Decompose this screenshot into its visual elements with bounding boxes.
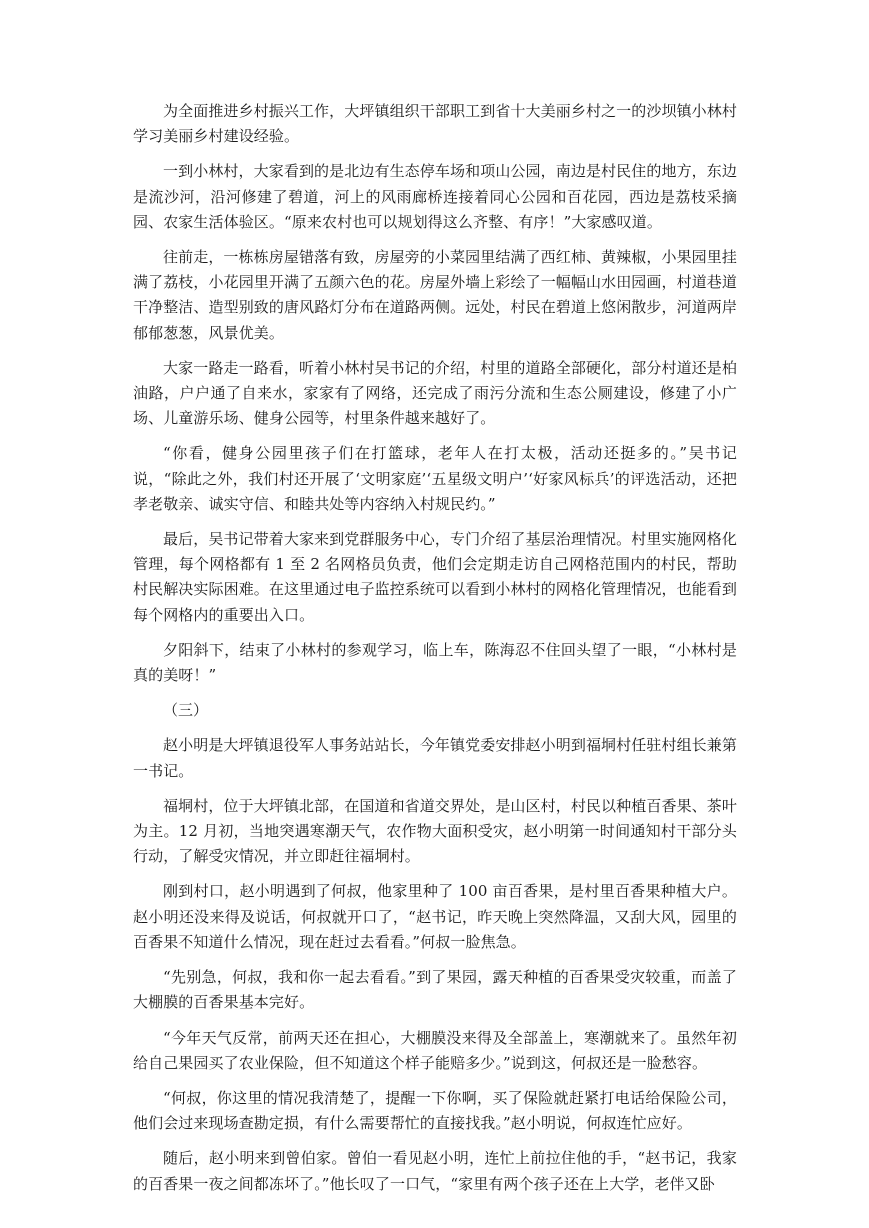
paragraph: 往前走，一栋栋房屋错落有致，房屋旁的小菜园里结满了西红柿、黄辣椒，小果园里挂满了荔枝，小花园里开满了五颜六色的花。房屋外墙上彩绘了一幅幅山水田园画，村道巷道干净整洁、造型别致的唐风路灯分布在道路两侧。远处，村民在碧道上悠闲散步，河道两岸郁郁葱葱，风景优美。 (133, 248, 738, 342)
document-body (133, 99, 737, 1207)
paragraph: 刚到村口，赵小明遇到了何叔，他家里种了 100 亩百香果，是村里百香果种植大户。赵小明还没来得及说话，何叔就开口了，“赵书记，昨天晚上突然降温，又刮大风，园里的百香果不知道什么情况，现在赶过去看看。”何叔一脸焦急。 (133, 882, 737, 951)
section-heading: （三） (163, 701, 209, 720)
paragraph: 夕阳斜下，结束了小林村的参观学习，临上车，陈海忍不住回头望了一眼，“小林村是真的美呀！” (133, 640, 737, 685)
paragraph: 最后，吴书记带着大家来到党群服务中心，专门介绍了基层治理情况。村里实施网格化管理，每个网格都有 1 至 2 名网格员负责，他们会定期走访自己网格范围内的村民，帮助村民解决实际困难。在这里通过电子监控系统可以看到小林村的网格化管理情况，也能看到每个网格内的重要出入口。 (133, 530, 738, 624)
paragraph: 随后，赵小明来到曾伯家。曾伯一看见赵小明，连忙上前拉住他的手，“赵书记，我家的百香果一夜之间都冻坏了。”他长叹了一口气，“家里有两个孩子还在上大学，老伴又卧 (133, 1149, 737, 1193)
paragraph: 赵小明是大坪镇退役军人事务站站长，今年镇党委安排赵小明到福垌村任驻村组长兼第一书记。 (133, 736, 737, 780)
paragraph: 一到小林村，大家看到的是北边有生态停车场和项山公园，南边是村民住的地方，东边是流沙河，沿河修建了碧道，河上的风雨廊桥连接着同心公园和百花园，西边是荔枝采摘园、农家生活体验区。“原来农村也可以规划得这么齐整、有序！”大家感叹道。 (133, 162, 737, 231)
paragraph: “先别急，何叔，我和你一起去看看。”到了果园，露天种植的百香果受灾较重，而盖了大棚膜的百香果基本完好。 (133, 968, 737, 1012)
paragraph: 为全面推进乡村振兴工作，大坪镇组织干部职工到省十大美丽乡村之一的沙坝镇小林村学习美丽乡村建设经验。 (133, 102, 737, 146)
paragraph: 福垌村，位于大坪镇北部，在国道和省道交界处，是山区村，村民以种植百香果、茶叶为主。12 月初，当地突遇寒潮天气，农作物大面积受灾，赵小明第一时间通知村干部分头行动，了解受灾情况，并立即赶往福垌村。 (133, 796, 737, 866)
paragraph: “何叔，你这里的情况我清楚了，提醒一下你啊，买了保险就赶紧打电话给保险公司，他们会过来现场查勘定损，有什么需要帮忙的直接找我。”赵小明说，何叔连忙应好。 (133, 1088, 737, 1133)
paragraph: “今年天气反常，前两天还在担心，大棚膜没来得及全部盖上，寒潮就来了。虽然年初给自己果园买了农业保险，但不知道这个样子能赔多少。”说到这，何叔还是一脸愁容。 (133, 1028, 737, 1072)
paragraph: 大家一路走一路看，听着小林村吴书记的介绍，村里的道路全部硬化，部分村道还是柏油路，户户通了自来水，家家有了网络，还完成了雨污分流和生态公厕建设，修建了小广场、儿童游乐场、健身公园等，村里条件越来越好了。 (133, 358, 737, 428)
paragraph: “你看，健身公园里孩子们在打篮球，老年人在打太极，活动还挺多的。”吴书记说，“除此之外，我们村还开展了‘文明家庭’‘五星级文明户’‘好家风标兵’的评选活动，还把孝老敬亲、诚实守信、和睦共处等内容纳入村规民约。” (133, 444, 737, 513)
